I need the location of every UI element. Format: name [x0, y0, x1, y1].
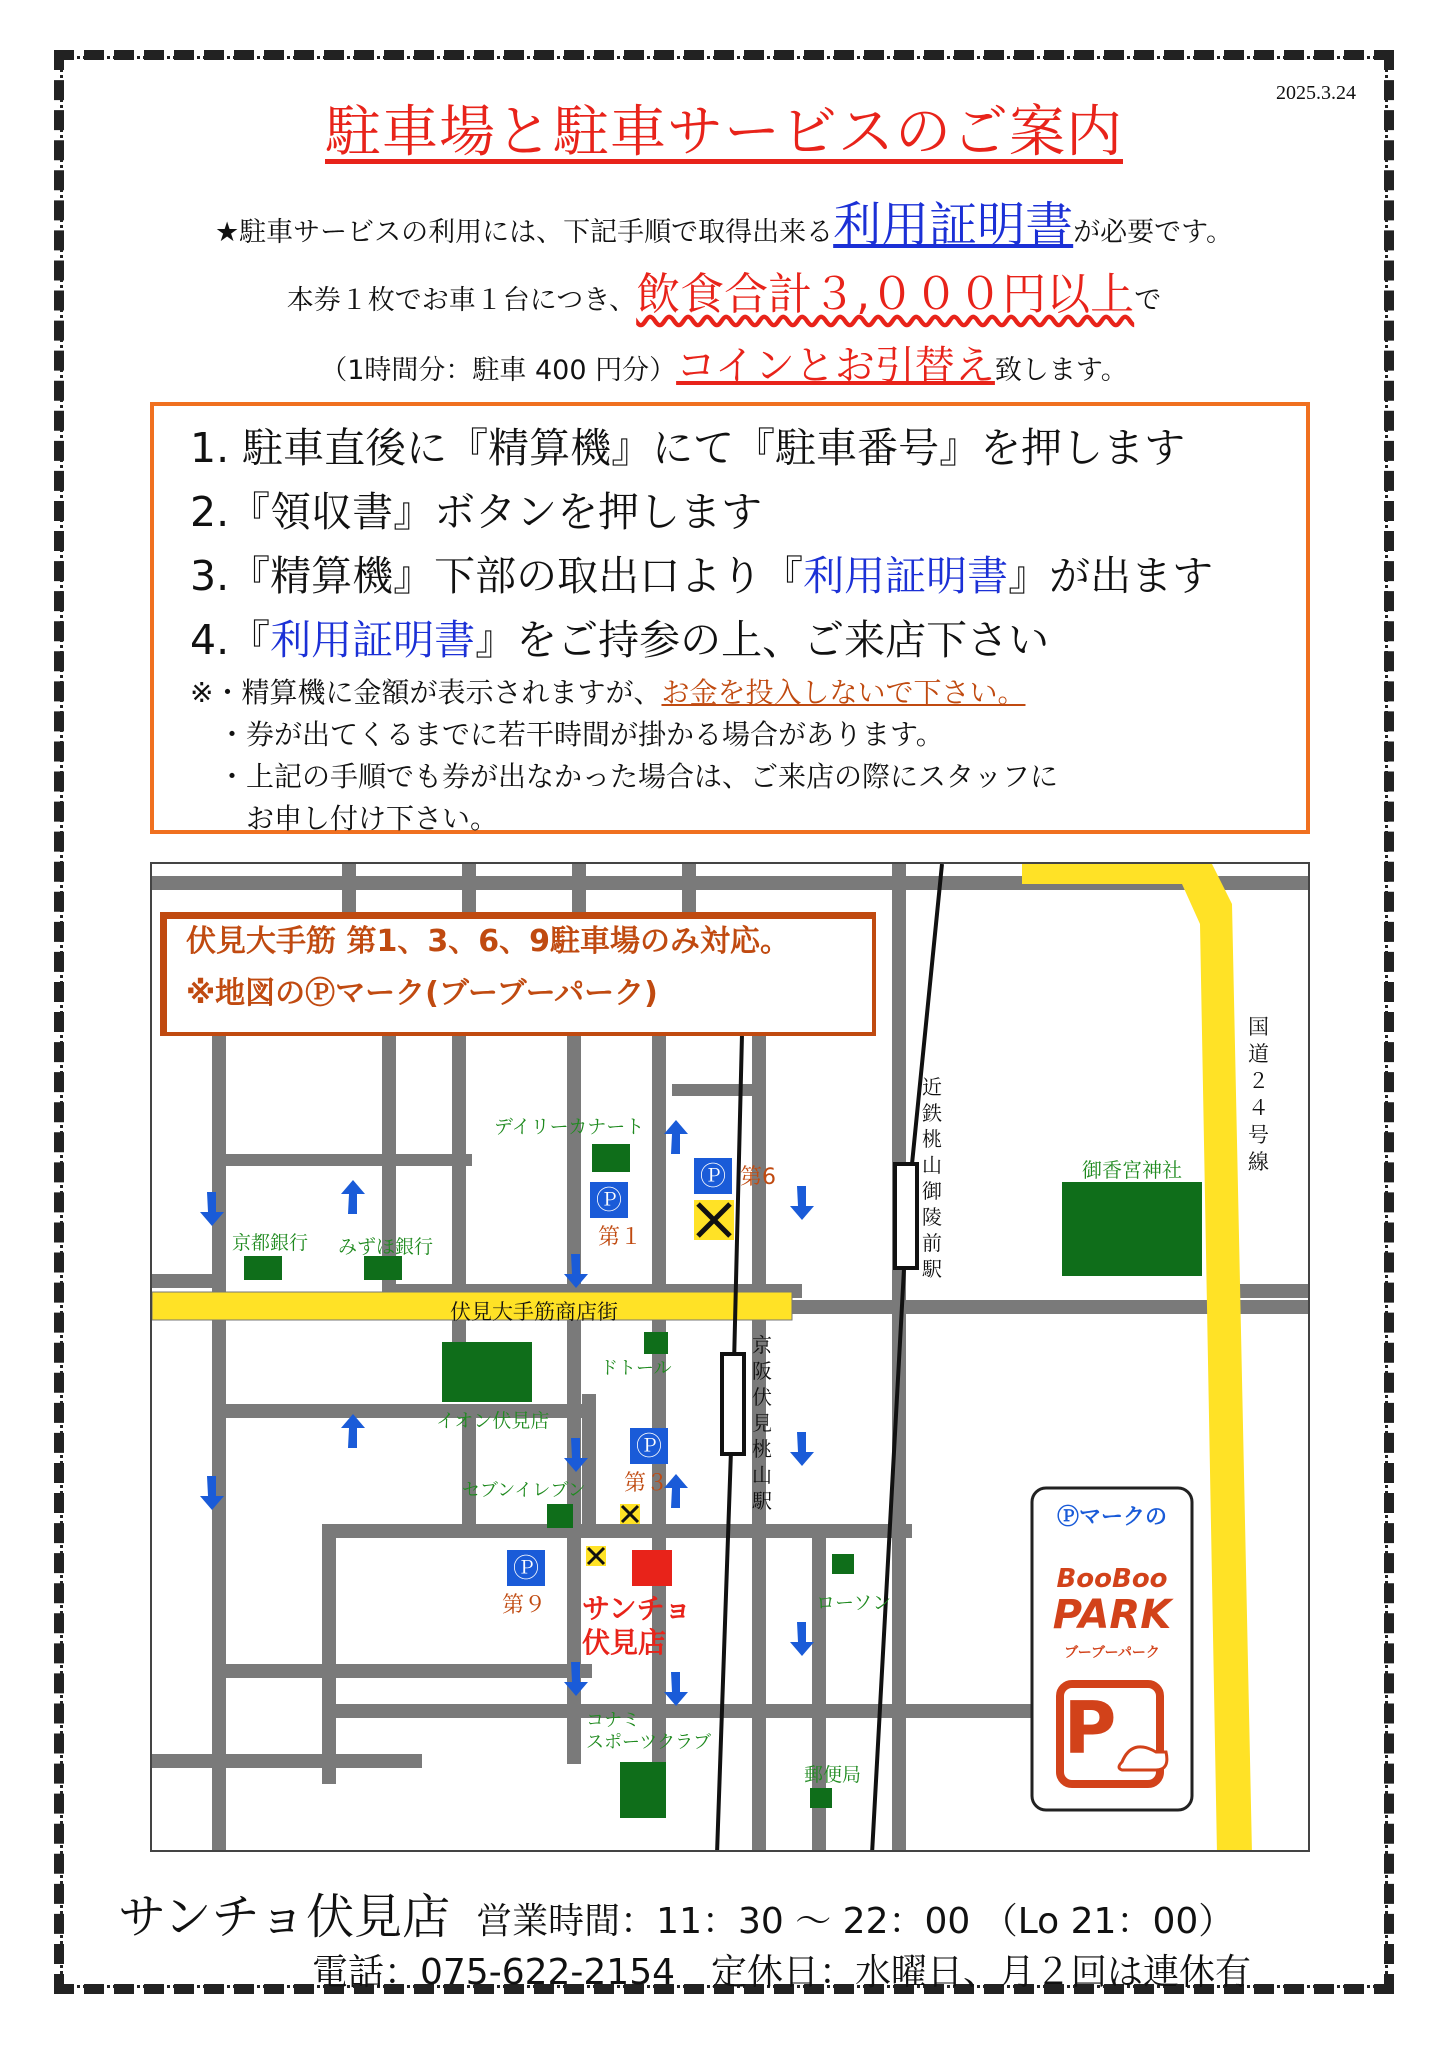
step-text: 3.『精算機』下部の取出口より『 — [190, 552, 804, 600]
step-2: 2.『領収書』ボタンを押します — [190, 488, 763, 536]
parking-icon: Ⓟ — [595, 1186, 622, 1216]
route-24-label: 国道２４号線 — [1248, 1015, 1269, 1174]
certificate-text: 利用証明書 — [803, 552, 1009, 600]
intro-text: 致します。 — [994, 355, 1128, 386]
parking-icon: Ⓟ — [699, 1162, 726, 1192]
callout-line-2: ※地図のⓅマーク(ブーブーパーク) — [186, 976, 658, 1011]
store-label: サンチョ 伏見店 — [582, 1592, 692, 1659]
parking-icon: Ⓟ — [512, 1554, 539, 1584]
seven-eleven-label: セブンイレブン — [462, 1480, 586, 1501]
intro-text: が必要です。 — [1073, 217, 1234, 248]
step-text: 』をご持参の上、ご来店下さい — [475, 616, 1050, 664]
shopping-street-label: 伏見大手筋商店街 — [450, 1300, 618, 1324]
mizuho-bank-label: みずほ銀行 — [338, 1236, 434, 1258]
post-office-label: 郵便局 — [804, 1764, 862, 1786]
kintetsu-station — [895, 1164, 917, 1268]
logo-kana: ブーブーパーク — [1064, 1645, 1160, 1661]
aeon-label: イオン伏見店 — [436, 1410, 550, 1432]
amount-highlight: 飲食合計３,０００円以上 — [636, 269, 1135, 320]
certificate-highlight: 利用証明書 — [833, 197, 1074, 253]
lawson-label: ローソン — [816, 1592, 892, 1614]
note-3: ・上記の手順でも券が出なかった場合は、ご来店の際にスタッフに — [190, 760, 1059, 793]
map-callout — [160, 912, 876, 1036]
parking-icon: Ⓟ — [635, 1432, 662, 1462]
kintetsu-station-label: 近鉄 桃山御陵前駅 — [922, 1075, 942, 1281]
no-money-warning: お金を投入しないで下さい。 — [661, 676, 1026, 709]
logo-park: PARK — [1052, 1592, 1172, 1638]
steps-box — [150, 402, 1310, 834]
note-text: ※・精算機に金額が表示されますが、 — [190, 676, 662, 709]
kyoto-bank-label: 京都銀行 — [232, 1232, 309, 1254]
step-text: 4.『 — [190, 616, 271, 664]
keihan-station — [722, 1354, 744, 1454]
doutor-label: ドトール — [600, 1358, 672, 1379]
coin-highlight: コインとお引替え — [676, 343, 995, 389]
parking-3-label: 第３ — [624, 1471, 669, 1496]
intro-line-1 — [0, 186, 1448, 255]
page-title: 駐車場と駐車サービスのご案内 — [325, 100, 1123, 165]
shrine-label: 御香宮神社 — [1082, 1158, 1182, 1182]
store-marker — [632, 1550, 672, 1586]
footer-store-name: サンチョ伏見店 — [118, 1889, 451, 1945]
date: 2025.3.24 — [1276, 82, 1356, 104]
step-1: 1. 駐車直後に『精算機』にて『駐車番号』を押します — [190, 424, 1186, 472]
certificate-text: 利用証明書 — [270, 616, 476, 664]
intro-line-3 — [0, 334, 1448, 391]
callout-line-1: 伏見大手筋 第1、3、6、9駐車場のみ対応。 — [186, 924, 790, 959]
step-4 — [190, 608, 1270, 672]
kintetsu-line — [872, 864, 942, 1852]
daily-kanart-label: デイリーカナート — [494, 1116, 645, 1138]
footer-hours: 営業時間：11：30 ～ 22：00 （Lo 21：00） — [476, 1901, 1235, 1942]
parking-1-label: 第１ — [598, 1225, 643, 1250]
step-text: 』が出ます — [1008, 552, 1214, 600]
logo-p-letter: P — [1063, 1686, 1117, 1770]
logo-booboo: BooBoo — [1056, 1564, 1168, 1594]
note-2: ・券が出てくるまでに若干時間が掛かる場合があります。 — [190, 718, 944, 751]
konami-label: コナミ スポーツクラブ — [586, 1710, 712, 1753]
intro-text: ★駐車サービスの利用には、下記手順で取得出来る — [214, 217, 834, 248]
footer-store-line — [118, 1878, 1234, 1947]
parking-6-label: 第6 — [740, 1165, 776, 1190]
logo-title: Ⓟマークの — [1056, 1505, 1167, 1530]
step-3 — [190, 544, 1270, 608]
note-1 — [190, 672, 1270, 714]
intro-text: （1時間分：駐車 400 円分） — [320, 355, 677, 386]
intro-line-2 — [0, 258, 1448, 322]
intro-text: 本券１枚でお車１台につき、 — [286, 285, 637, 316]
parking-9-label: 第９ — [502, 1593, 547, 1618]
footer-tel: 電話：075-622-2154 定休日：水曜日、月２回は連休有 — [312, 1952, 1252, 1993]
intro-text: で — [1134, 285, 1162, 316]
note-4: お申し付け下さい。 — [190, 802, 499, 835]
keihan-station-label: 京阪 伏見桃山駅 — [752, 1333, 772, 1513]
